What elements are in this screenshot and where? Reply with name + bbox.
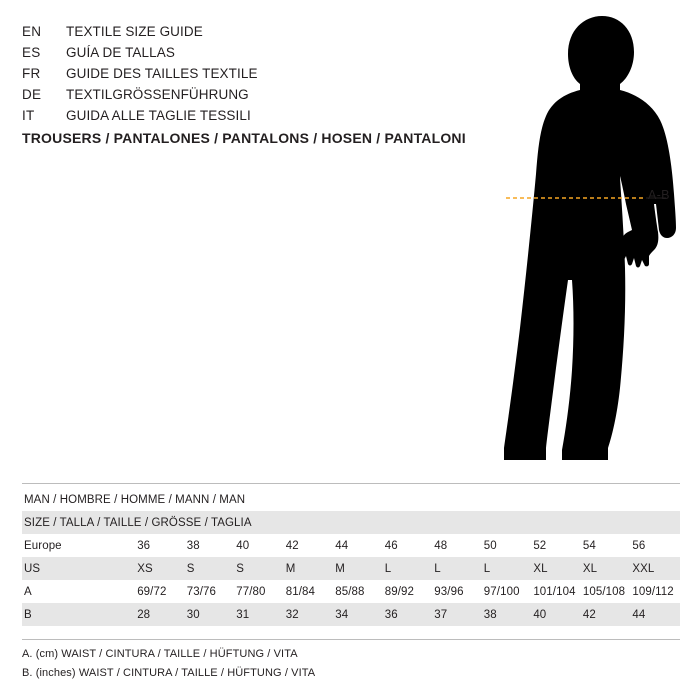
table-cell: 28 [135,603,185,626]
table-row [22,557,680,580]
language-code: DE [22,87,42,102]
man-trousers-silhouette-icon [470,8,680,478]
table-cell: XS [135,557,185,580]
table-cell: L [432,557,482,580]
table-cell: 36 [135,534,185,557]
row-label: Europe [22,534,135,557]
table-cell: 37 [432,603,482,626]
garment-type-line: TROUSERS / PANTALONES / PANTALONS / HOSEN / PANTALONI [22,130,466,146]
table-cell: 50 [482,534,532,557]
table-cell: 89/92 [383,580,433,603]
language-title: TEXTILGRÖSSENFÜHRUNG [66,87,249,102]
table-cell: 101/104 [531,580,581,603]
table-cell: XL [581,557,631,580]
table-row [22,580,680,603]
table-cell: 40 [531,603,581,626]
table-cell: 109/112 [630,580,680,603]
table-cell: 38 [482,603,532,626]
table-header-row [22,511,680,534]
language-title: GUIDE DES TAILLES TEXTILE [66,66,258,81]
table-cell: XXL [630,557,680,580]
table-cell: 46 [383,534,433,557]
table-cell: 54 [581,534,631,557]
language-code: FR [22,66,41,81]
table-cell: 97/100 [482,580,532,603]
language-title: GUIDA ALLE TAGLIE TESSILI [66,108,251,123]
table-cell: 34 [333,603,383,626]
language-code: ES [22,45,41,60]
table-cell: 30 [185,603,235,626]
footnotes [22,648,622,686]
row-label: B [22,603,135,626]
divider-top [22,483,680,484]
language-title-block [22,24,462,129]
table-size-header: SIZE / TALLA / TAILLE / GRÖSSE / TAGLIA [22,511,680,534]
table-cell: 93/96 [432,580,482,603]
language-code: IT [22,108,35,123]
language-row [22,66,462,87]
table-cell: 105/108 [581,580,631,603]
table-row [22,603,680,626]
measure-label-ab: A-B [648,188,670,202]
table-cell: 73/76 [185,580,235,603]
illustration [470,8,680,478]
table-cell: 85/88 [333,580,383,603]
table-cell: 40 [234,534,284,557]
table-cell: 52 [531,534,581,557]
table-cell: M [333,557,383,580]
table-cell: 48 [432,534,482,557]
table-cell: M [284,557,334,580]
language-row [22,108,462,129]
table-cell: L [383,557,433,580]
table-cell: 44 [630,603,680,626]
language-title: GUÍA DE TALLAS [66,45,175,60]
table-cell: 38 [185,534,235,557]
table-cell: 42 [284,534,334,557]
size-table [22,488,680,626]
table-cell: 42 [581,603,631,626]
table-cell: 56 [630,534,680,557]
row-label: US [22,557,135,580]
footnote-b: B. (inches) WAIST / CINTURA / TAILLE / HÜFTUNG / VITA [22,667,316,679]
table-cell: 31 [234,603,284,626]
language-title: TEXTILE SIZE GUIDE [66,24,203,39]
table-cell: 77/80 [234,580,284,603]
row-label: A [22,580,135,603]
divider-bottom [22,639,680,640]
language-code: EN [22,24,42,39]
table-cell: XL [531,557,581,580]
language-row [22,24,462,45]
table-row [22,534,680,557]
table-group-title-row [22,488,680,511]
table-group-title: MAN / HOMBRE / HOMME / MANN / MAN [22,488,680,511]
table-cell: L [482,557,532,580]
table-cell: 81/84 [284,580,334,603]
table-cell: 36 [383,603,433,626]
language-row [22,87,462,108]
table-cell: 69/72 [135,580,185,603]
size-table-area [22,488,680,626]
table-cell: S [185,557,235,580]
table-cell: 44 [333,534,383,557]
footnote-a: A. (cm) WAIST / CINTURA / TAILLE / HÜFTUNG / VITA [22,648,298,660]
language-row [22,45,462,66]
table-cell: 32 [284,603,334,626]
table-cell: S [234,557,284,580]
